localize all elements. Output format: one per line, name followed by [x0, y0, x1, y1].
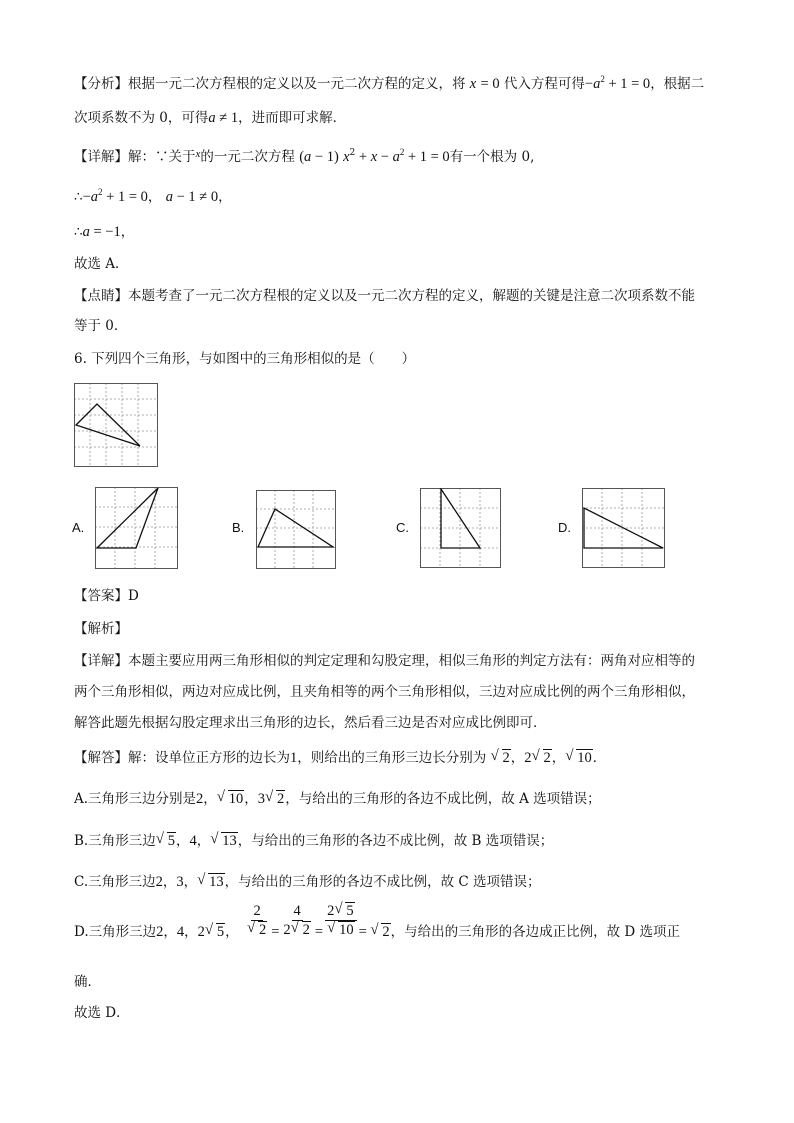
analysis-line-2: 次项系数不为 0，可得a ≠ 1，进而即可求解．: [74, 110, 347, 126]
given-triangle-figure: [74, 383, 158, 467]
jiexi-tag: 【解析】: [74, 621, 128, 637]
solution-tag: 【解答】: [74, 750, 128, 766]
option-d-analysis-cont: 确．: [74, 974, 101, 990]
answer-value: D: [128, 588, 139, 604]
explain-line-3: 解答此题先根据勾股定理求出三角形的边长，然后看三边是否对应成比例即可．: [74, 715, 547, 731]
option-b-analysis: B.三角形三边√ 5，4，√ 13，与给出的三角形的各边不成比例，故 B 选项错误；: [74, 831, 553, 851]
analysis-line-1: 【分析】根据一元二次方程根的定义以及一元二次方程的定义，将 x = 0 代入方程可得$-a^2 + 1 = 0$，根据二: [74, 74, 705, 92]
final-choose: 故选 D．: [74, 1005, 130, 1021]
option-d-analysis: D.三角形三边2，4，2√ 5， 2 √ 2 = $\frac{4}{2√ 2}$ = 2√ 5 √ 10 = √ 2，与给出的三角形的各边成正比例，故 D 选项正: [74, 922, 680, 942]
answer-tag: 【答案】: [74, 588, 128, 604]
therefore-line-2: ∴a = −1，: [74, 224, 135, 240]
analysis-tag: 【分析】: [74, 76, 128, 92]
option-a-analysis: A.三角形三边分别是2，√ 10，3√ 2，与给出的三角形的各边不成比例，故 A 选项错误；: [74, 789, 601, 809]
option-a-label: A.: [72, 520, 85, 535]
explain-line-2: 两个三角形相似，两边对应成比例，且夹角相等的两个三角形相似，三边对应成比例的两个三角形相似，: [74, 684, 695, 700]
comment-line-2: 等于 0．: [74, 318, 128, 334]
option-c-analysis: C.三角形三边2，3，√ 13，与给出的三角形的各边不成比例，故 C 选项错误；: [74, 872, 541, 892]
answer-line: [74, 586, 139, 606]
option-c-label: C.: [396, 520, 409, 535]
given-triangle: [76, 404, 140, 446]
triangle-c: [441, 489, 480, 548]
solution-line: 【解答】解：设单位正方形的边长为1，则给出的三角形三边长分别为 √ 2，2√ 2，√ 10．: [74, 748, 606, 768]
option-b-figure[interactable]: [256, 490, 336, 569]
triangle-a: [97, 488, 158, 548]
option-a-figure[interactable]: [95, 487, 178, 569]
option-d-label: D.: [558, 520, 571, 535]
question-stem: 6. 下列四个三角形，与如图中的三角形相似的是（ ）: [74, 351, 416, 367]
option-d-figure[interactable]: [582, 488, 665, 568]
comment-tag: 【点睛】: [74, 288, 128, 304]
detail-tag: 【详解】: [74, 149, 128, 165]
option-c-figure[interactable]: [420, 488, 501, 568]
choose-a: 故选 A．: [74, 256, 129, 272]
explain-line-1: 【详解】本题主要应用两三角形相似的判定定理和勾股定理，相似三角形的判定方法有：两角对应相等的: [74, 653, 695, 669]
comment-line-1: 【点睛】本题考查了一元二次方程根的定义以及一元二次方程的定义，解题的关键是注意二次项系数不能: [74, 288, 695, 304]
therefore-line-1: $\therefore-a^2 + 1 = 0$， a − 1 ≠ 0，: [74, 187, 232, 205]
detail-line-1: 【详解】解：∵关于$^x$的一元二次方程 (a − 1) $x^2 + x - a^2 + 1 = 0$有一个根为 0,: [74, 147, 535, 165]
option-b-label: B.: [232, 520, 245, 535]
